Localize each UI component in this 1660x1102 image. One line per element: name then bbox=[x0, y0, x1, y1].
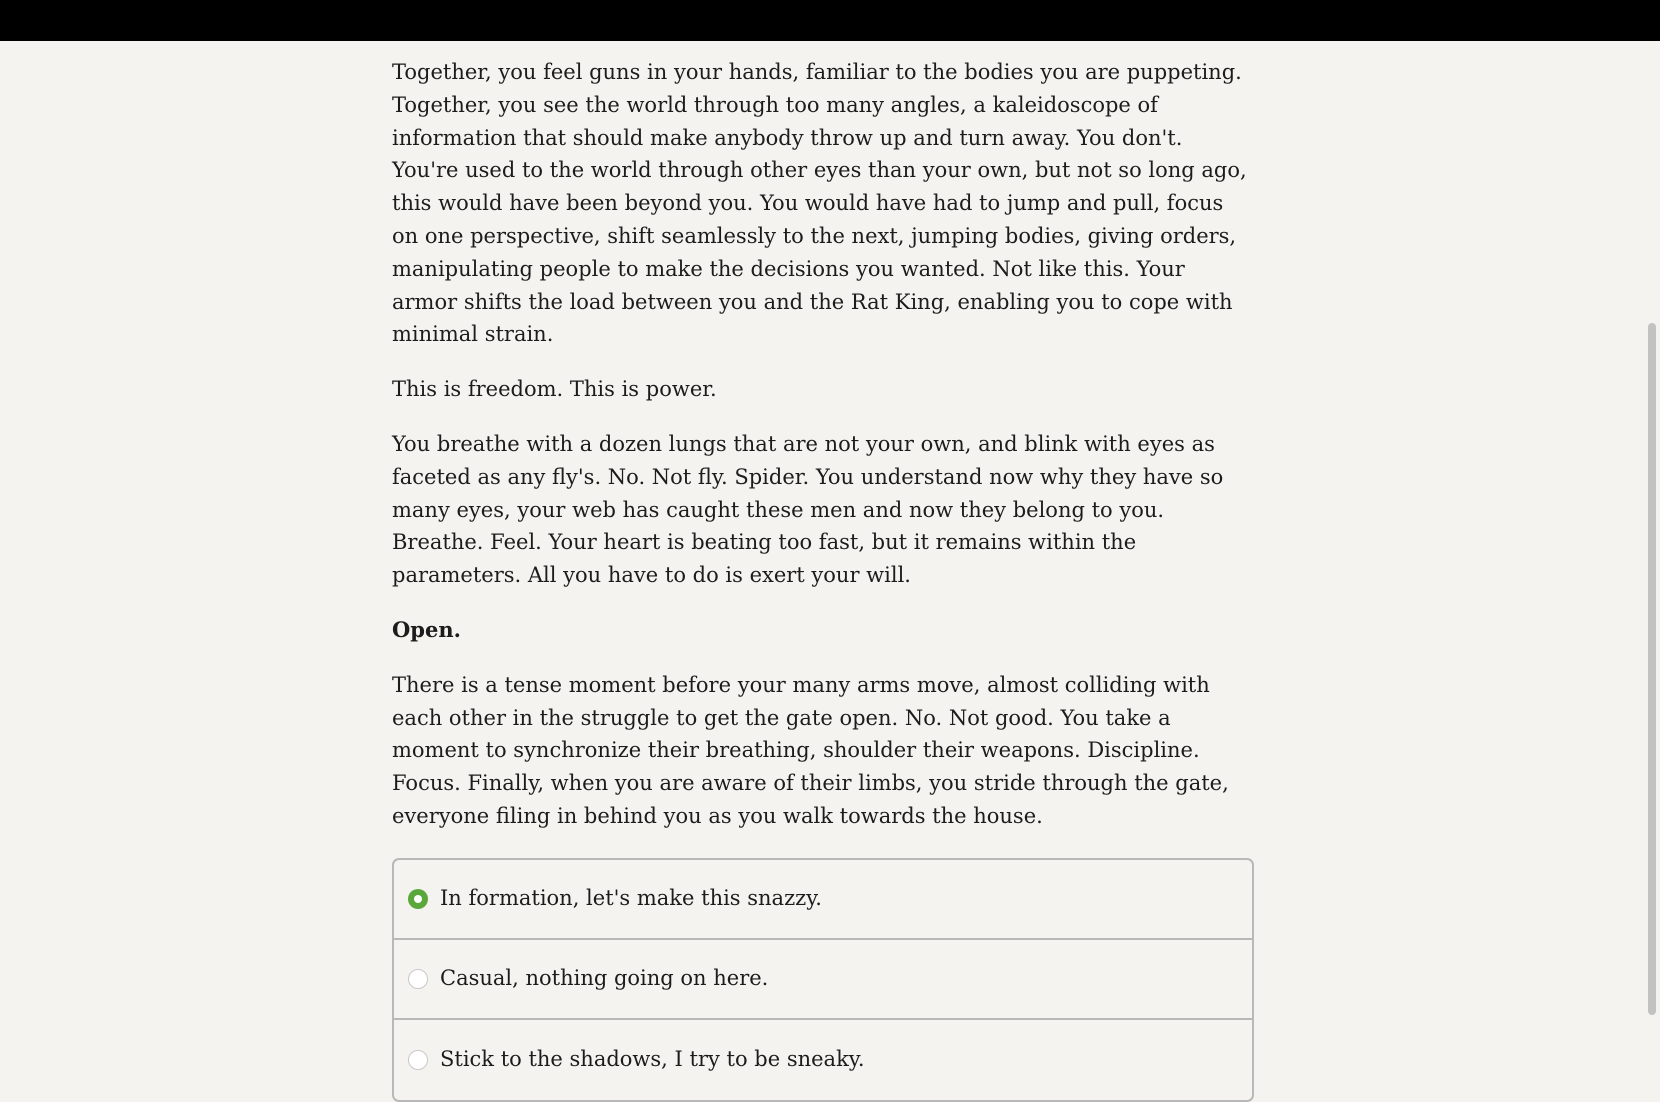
scrollbar[interactable] bbox=[1644, 41, 1660, 1080]
story-command: Open. bbox=[392, 616, 461, 642]
choice-label: Casual, nothing going on here. bbox=[440, 966, 769, 991]
story-paragraph: There is a tense moment before your many arms move, almost colliding with each other in the struggle to get the gate open. No. Not good. You take a moment to synchronize their breathing, shoulder their weapons. Discipline. Focus. Finally, when you are aware of their limbs, you stride through the gate, everyone filing in behind you as you walk towards the house. bbox=[392, 672, 1229, 828]
radio-selected-icon[interactable] bbox=[408, 889, 428, 909]
choice-list bbox=[392, 858, 1254, 1102]
choice-option-casual[interactable] bbox=[394, 940, 1252, 1020]
story-paragraph: You breathe with a dozen lungs that are not your own, and blink with eyes as faceted as any fly's. No. Not fly. Spider. You understand now why they have so many eyes, your web has caught these men and now they belong to you. Breathe. Feel. Your heart is beating too fast, but it remains within the parameters. All you have to do is exert your will. bbox=[392, 431, 1224, 588]
story-paragraph: Together, you feel guns in your hands, familiar to the bodies you are puppeting. Together, you see the world through too many angles, a kaleidoscope of information that should make anybody throw up and turn away. You don't. You're used to the world through other eyes than your own, but not so long ago, this would have been beyond you. You would have had to jump and pull, focus on one perspective, shift seamlessly to the next, jumping bodies, giving orders, manipulating people to make the decisions you wanted. Not like this. Your armor shifts the load between you and the Rat King, enabling you to cope with minimal strain. bbox=[392, 60, 1247, 347]
story-paragraph: This is freedom. This is power. bbox=[392, 377, 717, 402]
choice-option-shadows[interactable] bbox=[394, 1020, 1252, 1100]
radio-unselected-icon[interactable] bbox=[408, 969, 428, 989]
top-bar bbox=[0, 0, 1660, 41]
choice-label: Stick to the shadows, I try to be sneaky. bbox=[440, 1047, 865, 1072]
radio-unselected-icon[interactable] bbox=[408, 1050, 428, 1070]
story-content bbox=[392, 41, 1252, 1102]
choice-option-formation[interactable] bbox=[394, 860, 1252, 940]
scrollbar-thumb[interactable] bbox=[1648, 323, 1656, 1015]
choice-label: In formation, let's make this snazzy. bbox=[440, 886, 822, 911]
